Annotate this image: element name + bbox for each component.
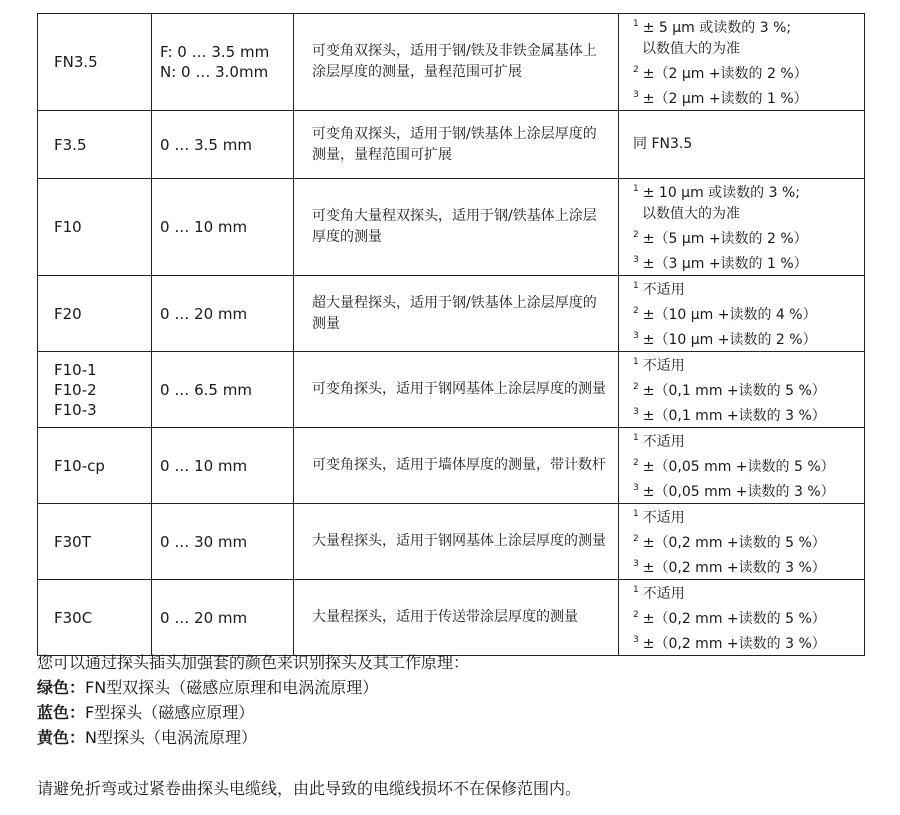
probe-range: 0 … 30 mm xyxy=(160,532,248,551)
accuracy-text: ±（0,2 mm +读数的 3 %） xyxy=(642,560,826,576)
probe-name: F30T xyxy=(54,532,91,551)
probe-description: 大量程探头，适用于钢网基体上涂层厚度的测量 xyxy=(294,504,619,580)
probe-row xyxy=(38,111,865,179)
accuracy-footnote-marker: 1 xyxy=(633,281,639,291)
accuracy-line xyxy=(633,204,864,225)
probe-name: F10-2 xyxy=(54,380,97,399)
note-yellow-label: 黄色： xyxy=(37,728,86,747)
probe-name: F3.5 xyxy=(54,135,87,154)
probe-range-cell xyxy=(152,111,294,179)
probe-description: 可变角双探头，适用于钢/铁基体上涂层厚度的测量，量程范围可扩展 xyxy=(294,111,619,179)
accuracy-line xyxy=(633,276,864,301)
probe-range: N: 0 … 3.0mm xyxy=(160,63,269,81)
accuracy-footnote-marker: 3 xyxy=(633,90,639,100)
accuracy-text: ±（0,2 mm +读数的 3 %） xyxy=(642,636,826,652)
probe-accuracy-cell xyxy=(619,428,865,504)
probe-range-cell xyxy=(152,14,294,111)
probe-accuracy-cell xyxy=(619,179,865,276)
probe-name: F10-cp xyxy=(54,456,105,475)
accuracy-footnote-marker: 3 xyxy=(633,331,639,341)
probe-description: 超大量程探头，适用于钢/铁基体上涂层厚度的测量 xyxy=(294,276,619,352)
accuracy-line xyxy=(633,301,864,326)
probe-description: 可变角大量程双探头，适用于钢/铁基体上涂层厚度的测量 xyxy=(294,179,619,276)
accuracy-line xyxy=(633,504,864,529)
probe-range-cell xyxy=(152,428,294,504)
accuracy-line xyxy=(633,14,864,39)
note-blue-label: 蓝色： xyxy=(37,703,86,722)
probe-name-cell xyxy=(38,276,152,352)
probe-range: 0 … 3.5 mm xyxy=(160,135,252,154)
accuracy-line xyxy=(633,428,864,453)
note-green-text: FN型双探头（磁感应原理和电涡流原理） xyxy=(85,678,379,697)
probe-accuracy-cell xyxy=(619,111,865,179)
probe-range: F: 0 … 3.5 mm xyxy=(160,43,270,61)
accuracy-line xyxy=(633,39,864,60)
accuracy-text: 以数值大的为准 xyxy=(642,41,740,57)
accuracy-text: ±（0,2 mm +读数的 5 %） xyxy=(642,611,826,627)
probe-name-cell xyxy=(38,352,152,428)
probe-accuracy-cell xyxy=(619,580,865,656)
probe-range-cell xyxy=(152,352,294,428)
probe-range: 0 … 10 mm xyxy=(160,218,248,236)
accuracy-text: ±（2 µm +读数的 1 %） xyxy=(642,91,808,107)
note-blue-text: F型探头（磁感应原理） xyxy=(85,703,255,722)
accuracy-footnote-marker: 1 xyxy=(633,357,639,367)
accuracy-footnote-marker: 3 xyxy=(633,635,639,645)
probe-accuracy-cell xyxy=(619,14,865,111)
probe-row xyxy=(38,352,865,428)
probe-name-cell xyxy=(38,14,152,111)
probe-accuracy-cell xyxy=(619,276,865,352)
accuracy-line xyxy=(633,554,864,579)
probe-description: 可变角双探头，适用于钢/铁及非铁金属基体上涂层厚度的测量，量程范围可扩展 xyxy=(294,14,619,111)
accuracy-footnote-marker: 3 xyxy=(633,407,639,417)
note-yellow-text: N型探头（电涡流原理） xyxy=(85,728,257,747)
note-blue xyxy=(37,700,877,725)
accuracy-text: ±（3 µm +读数的 1 %） xyxy=(642,256,808,272)
probe-accuracy-cell xyxy=(619,352,865,428)
note-green xyxy=(37,675,877,700)
probe-range: 0 … 10 mm xyxy=(160,456,248,475)
accuracy-line xyxy=(633,326,864,351)
accuracy-footnote-marker: 2 xyxy=(633,458,639,468)
accuracy-text: 以数值大的为准 xyxy=(642,206,740,222)
accuracy-footnote-marker: 2 xyxy=(633,610,639,620)
accuracy-line xyxy=(633,377,864,402)
probe-row xyxy=(38,580,865,656)
probe-name: F10 xyxy=(54,218,82,236)
accuracy-footnote-marker: 2 xyxy=(633,534,639,544)
accuracy-line xyxy=(633,225,864,250)
accuracy-line xyxy=(633,250,864,275)
accuracy-text: ±（0,2 mm +读数的 5 %） xyxy=(642,535,826,551)
accuracy-footnote-marker: 1 xyxy=(633,184,639,194)
accuracy-text: 不适用 xyxy=(642,282,685,298)
probe-range-cell xyxy=(152,276,294,352)
probe-range: 0 … 20 mm xyxy=(160,304,248,323)
accuracy-line xyxy=(633,402,864,427)
accuracy-footnote-marker: 1 xyxy=(633,19,639,29)
accuracy-footnote-marker: 3 xyxy=(633,559,639,569)
accuracy-line xyxy=(633,134,864,155)
accuracy-footnote-marker: 2 xyxy=(633,65,639,75)
accuracy-footnote-marker: 1 xyxy=(633,585,639,595)
accuracy-line xyxy=(633,453,864,478)
probe-row xyxy=(38,504,865,580)
probe-name: F10-3 xyxy=(54,400,97,419)
accuracy-text: ±（5 µm +读数的 2 %） xyxy=(642,231,808,247)
probe-range-cell xyxy=(152,179,294,276)
accuracy-footnote-marker: 3 xyxy=(633,483,639,493)
probe-row xyxy=(38,276,865,352)
notes-intro: 您可以通过探头插头加强套的颜色来识别探头及其工作原理： xyxy=(37,653,470,672)
accuracy-text: 不适用 xyxy=(642,358,685,374)
probe-row xyxy=(38,14,865,111)
probe-name-cell xyxy=(38,580,152,656)
probe-name-cell xyxy=(38,179,152,276)
accuracy-text: ±（10 µm +读数的 4 %） xyxy=(642,307,817,323)
probe-range-cell xyxy=(152,580,294,656)
cable-warning: 请避免折弯或过紧卷曲探头电缆线，由此导致的电缆线损坏不在保修范围内。 xyxy=(37,779,582,798)
accuracy-text: ±（10 µm +读数的 2 %） xyxy=(642,332,817,348)
accuracy-footnote-marker: 2 xyxy=(633,306,639,316)
probe-range: 0 … 6.5 mm xyxy=(160,380,252,399)
probe-spec-table xyxy=(37,13,865,656)
probe-range-cell xyxy=(152,504,294,580)
accuracy-text: 不适用 xyxy=(642,586,685,602)
probe-name: F30C xyxy=(54,608,93,627)
note-yellow xyxy=(37,725,877,750)
accuracy-text: ±（0,1 mm +读数的 3 %） xyxy=(642,408,826,424)
accuracy-line xyxy=(633,179,864,204)
accuracy-text: ±（0,1 mm +读数的 5 %） xyxy=(642,383,826,399)
accuracy-text: ±（0,05 mm +读数的 3 %） xyxy=(642,484,835,500)
accuracy-footnote-marker: 1 xyxy=(633,509,639,519)
accuracy-footnote-marker: 3 xyxy=(633,255,639,265)
probe-table-body xyxy=(38,14,865,656)
accuracy-text: 不适用 xyxy=(642,434,685,450)
probe-name-cell xyxy=(38,428,152,504)
probe-row xyxy=(38,428,865,504)
accuracy-text: ±（2 µm +读数的 2 %） xyxy=(642,66,808,82)
probe-description: 可变角探头，适用于钢网基体上涂层厚度的测量 xyxy=(294,352,619,428)
probe-name-cell xyxy=(38,111,152,179)
probe-name: F20 xyxy=(54,304,82,323)
probe-row xyxy=(38,179,865,276)
accuracy-line xyxy=(633,352,864,377)
probe-name: FN3.5 xyxy=(54,53,98,71)
accuracy-line xyxy=(633,529,864,554)
accuracy-line xyxy=(633,580,864,605)
color-notes xyxy=(37,650,877,750)
probe-accuracy-cell xyxy=(619,504,865,580)
accuracy-text: ± 5 µm 或读数的 3 %; xyxy=(642,20,792,36)
accuracy-text: 同 FN3.5 xyxy=(633,136,693,152)
accuracy-line xyxy=(633,605,864,630)
accuracy-footnote-marker: 1 xyxy=(633,433,639,443)
accuracy-text: 不适用 xyxy=(642,510,685,526)
note-green-label: 绿色： xyxy=(37,678,86,697)
probe-description: 可变角探头，适用于墙体厚度的测量，带计数杆 xyxy=(294,428,619,504)
accuracy-text: ±（0,05 mm +读数的 5 %） xyxy=(642,459,835,475)
accuracy-footnote-marker: 2 xyxy=(633,230,639,240)
probe-description: 大量程探头，适用于传送带涂层厚度的测量 xyxy=(294,580,619,656)
probe-range: 0 … 20 mm xyxy=(160,608,248,627)
accuracy-footnote-marker: 2 xyxy=(633,382,639,392)
accuracy-text: ± 10 µm 或读数的 3 %; xyxy=(642,185,801,201)
probe-name-cell xyxy=(38,504,152,580)
probe-name: F10-1 xyxy=(54,360,97,379)
accuracy-line xyxy=(633,85,864,110)
accuracy-line xyxy=(633,60,864,85)
accuracy-line xyxy=(633,478,864,503)
